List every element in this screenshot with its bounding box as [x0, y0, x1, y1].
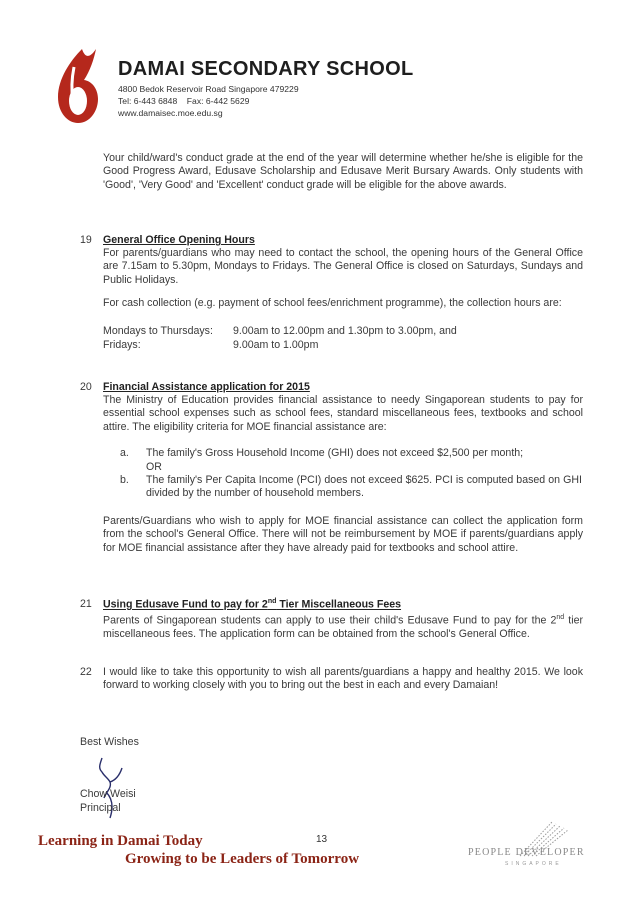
section-number: 22: [80, 666, 92, 678]
section-heading: Financial Assistance application for 2015: [103, 381, 310, 393]
criteria-item: The family's Per Capita Income (PCI) does not exceed $625. PCI is computed based on GHI divided by the number of household members.: [146, 474, 582, 500]
hours-days: Mondays to Thursdays:: [103, 325, 213, 337]
motto-line-1: Learning in Damai Today: [38, 833, 203, 849]
hours-time: 9.00am to 1.00pm: [233, 339, 319, 351]
office-hours-paragraph: For parents/guardians who may need to contact the school, the opening hours of the General Office are 7.15am to 5.30pm, Mondays to Fridays. The General Office is closed on Saturdays, Sundays and Public Holidays.: [103, 247, 583, 286]
page-number: 13: [316, 834, 328, 845]
section-number: 20: [80, 381, 92, 393]
hours-time: 9.00am to 12.00pm and 1.30pm to 3.00pm, and: [233, 325, 457, 337]
financial-assistance-paragraph: The Ministry of Education provides financial assistance to needy Singaporean students to pay for essential school expenses such as school fees, standard miscellaneous fees, textbooks and school attire. The eligibility criteria for MOE financial assistance are:: [103, 394, 583, 433]
application-paragraph: Parents/Guardians who wish to apply for MOE financial assistance can collect the application form from the school's General Office. There will not be reimbursement by MOE if parents/guardians apply for MOE financial assistance after they have already paid for textbooks and school attire.: [103, 515, 583, 554]
people-developer-logo: PEOPLE DEVELOPER: [468, 847, 585, 858]
section-number: 21: [80, 598, 92, 610]
or-separator: OR: [146, 461, 162, 473]
section-heading: Using Edusave Fund to pay for 2nd Tier Miscellaneous Fees: [103, 598, 402, 611]
school-logo: [52, 47, 102, 125]
section-number: 19: [80, 234, 92, 246]
intro-paragraph: Your child/ward's conduct grade at the end of the year will determine whether he/she is eligible for the Good Progress Award, Edusave Scholarship and Edusave Merit Bursary Awards. Only students with 'Good', 'Very Good' and 'Excellent' conduct grade will be eligible for the above awards.: [103, 152, 583, 191]
section-heading: General Office Opening Hours: [103, 234, 255, 246]
motto-line-2: Growing to be Leaders of Tomorrow: [125, 851, 360, 867]
list-marker: a.: [120, 447, 129, 459]
criteria-item: The family's Gross Household Income (GHI) does not exceed $2,500 per month;: [146, 447, 524, 459]
edusave-paragraph: Parents of Singaporean students can apply to use their child's Edusave Fund to pay for the 2nd tier miscellaneous fees. The application form can be obtained from the school's General Office.: [103, 614, 583, 640]
school-address: 4800 Bedok Reservoir Road Singapore 479229: [118, 84, 299, 94]
wishes-paragraph: I would like to take this opportunity to wish all parents/guardians a happy and healthy 2015. We look forward to working closely with you to bring out the best in each and every Damaian!: [103, 666, 583, 692]
list-marker: b.: [120, 474, 129, 486]
principal-name: Chow Weisi: [80, 788, 136, 800]
cash-collection-paragraph: For cash collection (e.g. payment of school fees/enrichment programme), the collection hours are:: [103, 297, 562, 309]
hours-days: Fridays:: [103, 339, 141, 351]
school-contact: Tel: 6-443 6848 Fax: 6-442 5629: [118, 96, 250, 106]
closing-greeting: Best Wishes: [80, 736, 139, 748]
school-name: DAMAI SECONDARY SCHOOL: [118, 58, 414, 80]
people-developer-subtitle: SINGAPORE: [505, 861, 562, 867]
principal-title: Principal: [80, 802, 121, 814]
school-website[interactable]: www.damaisec.moe.edu.sg: [118, 108, 223, 118]
